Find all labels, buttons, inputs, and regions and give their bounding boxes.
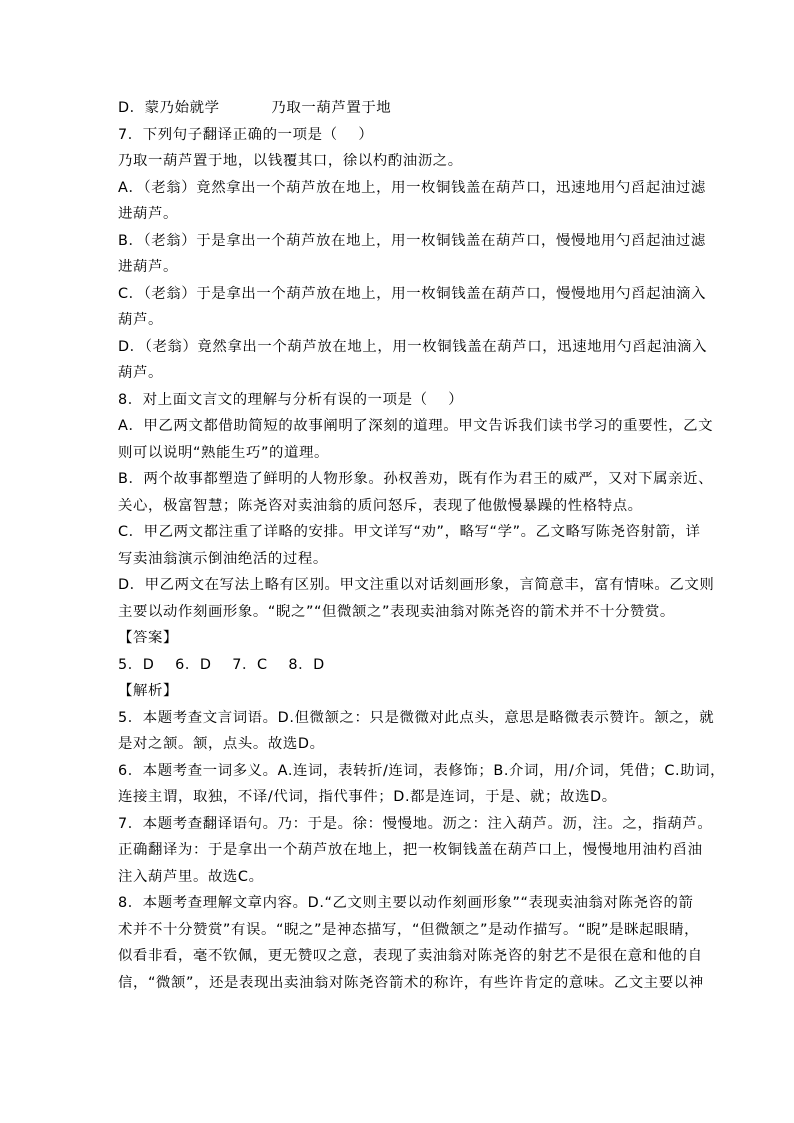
analysis-heading: 【解析】 [118,683,178,699]
question-7-option-a-cont: 进葫芦。 [118,206,178,222]
question-7-sentence: 乃取一葫芦置于地，以钱覆其口，徐以杓酌油沥之。 [118,153,463,169]
question-7-option-b: B．（老翁）于是拿出一个葫芦放在地上，用一枚铜钱盖在葫芦口，慢慢地用勺舀起油过滤 [118,232,706,249]
analysis-5: 5．本题考查文言词语。D.但微颔之：只是微微对此点头，意思是略微表示赞许。颔之，就 [118,709,715,726]
question-7-option-b-cont: 进葫芦。 [118,259,178,275]
analysis-8-cont: 术并不十分赞赏”有误。“睨之”是神态描写，“但微颔之”是动作描写。“睨”是眯起眼睛， [118,921,700,938]
question-7-option-d-cont: 葫芦。 [118,365,163,381]
question-7-option-c-cont: 葫芦。 [118,312,163,328]
analysis-7-cont-2: 注入葫芦里。故选C。 [118,868,264,885]
analysis-5-cont: 是对之颔。颔，点头。故选D。 [118,736,325,752]
question-8-option-b-cont: 关心，极富智慧；陈尧咨对卖油翁的质问怒斥，表现了他傲慢暴躁的性格特点。 [118,497,643,514]
question-8-option-d-cont: 主要以动作刻画形象。“睨之”“但微颔之”表现卖油翁对陈尧咨的箭术并不十分赞赏。 [118,603,675,620]
analysis-7: 7．本题考查翻译语句。乃：于是。徐：慢慢地。沥之：注入葫芦。沥，注。之，指葫芦。 [118,815,713,832]
question-8-option-c-cont: 写卖油翁演示倒油绝活的过程。 [118,550,328,567]
analysis-6-cont: 连接主谓，取独，不译/代词，指代事件；D.都是连词，于是、就；故选D。 [118,789,617,805]
question-8-option-b: B．两个故事都塑造了鲜明的人物形象。孙权善劝，既有作为君王的威严，又对下属亲近、 [118,471,714,487]
answer-key: 5．D 6．D 7．C 8．D [118,656,325,673]
question-8-option-d: D．甲乙两文在写法上略有区别。甲文注重以对话刻画形象，言简意丰，富有情味。乙文则 [118,577,715,593]
analysis-8: 8．本题考查理解文章内容。D.“乙文则主要以动作刻画形象”“表现卖油翁对陈尧咨的箭 [118,895,694,911]
question-8-option-a: A．甲乙两文都借助简短的故事阐明了深刻的道理。甲文告诉我们读书学习的重要性，乙文 [118,418,714,434]
question-6-option-d: D．蒙乃始就学 乃取一葫芦置于地 [118,100,392,116]
analysis-8-cont-2: 似看非看，毫不钦佩，更无赞叹之意，表现了卖油翁对陈尧咨的射艺不是很在意和他的自 [118,948,703,964]
question-8-option-a-cont: 则可以说明“熟能生巧”的道理。 [118,444,329,461]
analysis-6: 6．本题考查一词多义。A.连词，表转折/连词，表修饰；B.介词，用/介词，凭借；C.助词， [118,762,726,779]
document-page [118,95,726,996]
question-8-option-c: C．甲乙两文都注重了详略的安排。甲文详写“劝”，略写“学”。乙文略写陈尧咨射箭，详 [118,524,701,540]
question-7-option-d: D．（老翁）竟然拿出一个葫芦放在地上，用一枚铜钱盖在葫芦口，迅速地用勺舀起油滴入 [118,338,708,355]
analysis-7-cont: 正确翻译为：于是拿出一个葫芦放在地上，把一枚铜钱盖在葫芦口上，慢慢地用油杓舀油 [118,842,703,858]
question-7-option-c: C．（老翁）于是拿出一个葫芦放在地上，用一枚铜钱盖在葫芦口，慢慢地用勺舀起油滴入 [118,285,707,302]
answer-heading: 【答案】 [118,630,178,646]
analysis-8-cont-3: 信，“微颔”，还是表现出卖油翁对陈尧咨箭术的称许，有些许肯定的意味。乙文主要以神 [118,974,704,991]
question-7-stem: 7．下列句子翻译正确的一项是（ ） [118,126,374,143]
question-7-option-a: A．（老翁）竟然拿出一个葫芦放在地上，用一枚铜钱盖在葫芦口，迅速地用勺舀起油过滤 [118,179,706,196]
question-8-stem: 8．对上面文言文的理解与分析有误的一项是（ ） [118,391,464,408]
